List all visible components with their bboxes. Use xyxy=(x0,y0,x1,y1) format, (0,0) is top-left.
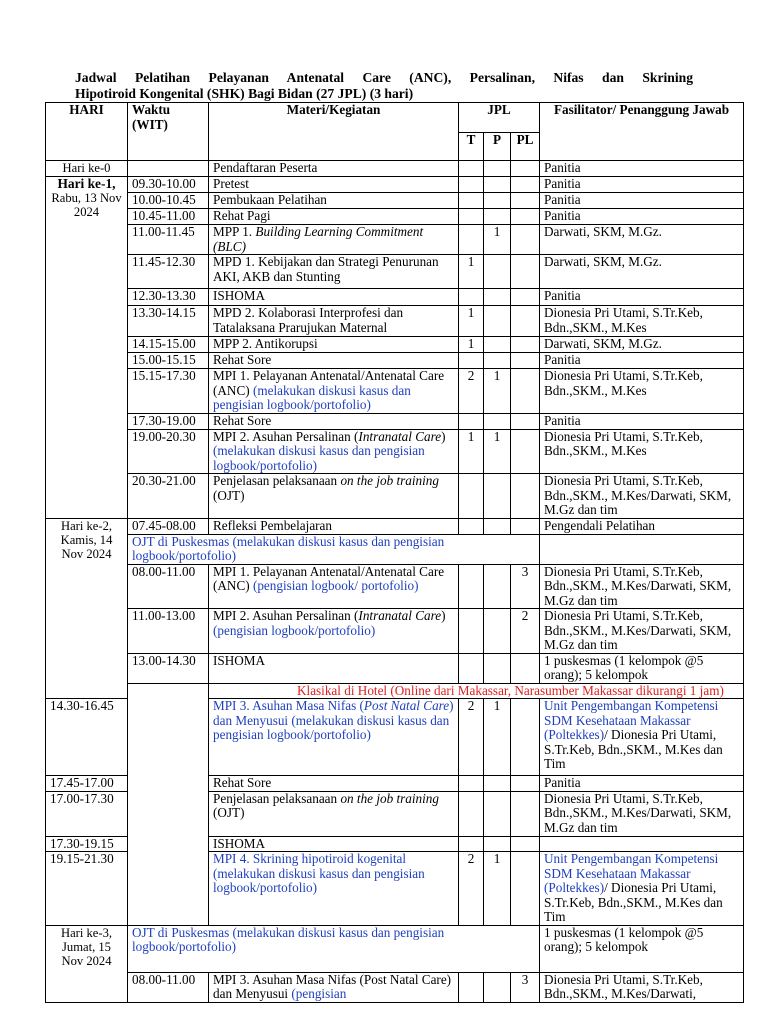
table-row xyxy=(46,429,744,474)
activity-cell: MPI 2. Asuhan Persalinan (Intranatal Care) (pengisian logbook/portofolio) xyxy=(209,609,459,654)
time-cell: 17.30-19.00 xyxy=(128,414,209,430)
table-row xyxy=(46,353,744,369)
jpl-p: 1 xyxy=(484,699,511,776)
header-p: P xyxy=(484,133,511,161)
time-cell: 13.00-14.30 xyxy=(128,653,209,683)
time-cell: 11.00-11.45 xyxy=(128,225,209,255)
jpl-p xyxy=(484,161,511,177)
time-cell: 10.00-10.45 xyxy=(128,193,209,209)
jpl-pl xyxy=(511,518,540,534)
time-cell xyxy=(128,161,209,177)
facilitator-cell xyxy=(540,836,744,852)
jpl-p xyxy=(484,836,511,852)
jpl-p xyxy=(484,177,511,193)
activity-cell: MPP 1. Building Learning Commitment (BLC) xyxy=(209,225,459,255)
session-banner-ojt-2: OJT di Puskesmas (melakukan diskusi kasus dan pengisian logbook/portofolio) xyxy=(128,925,540,972)
jpl-t xyxy=(459,414,484,430)
jpl-pl xyxy=(511,289,540,306)
facilitator-cell: Darwati, SKM, M.Gz. xyxy=(540,225,744,255)
jpl-pl xyxy=(511,653,540,683)
time-cell: 08.00-11.00 xyxy=(128,564,209,609)
table-row xyxy=(46,209,744,225)
jpl-t: 1 xyxy=(459,255,484,289)
jpl-t: 2 xyxy=(459,369,484,414)
jpl-p xyxy=(484,337,511,353)
jpl-pl xyxy=(511,225,540,255)
facilitator-cell: 1 puskesmas (1 kelompok @5 orang); 5 kelompok xyxy=(540,653,744,683)
time-cell: 19.00-20.30 xyxy=(128,429,209,474)
activity-cell: Rehat Pagi xyxy=(209,209,459,225)
facilitator-cell: Darwati, SKM, M.Gz. xyxy=(540,255,744,289)
activity-cell: MPI 2. Asuhan Persalinan (Intranatal Care) (melakukan diskusi kasus dan pengisian logbook/portofolio) xyxy=(209,429,459,474)
facilitator-cell: Panitia xyxy=(540,353,744,369)
jpl-t: 2 xyxy=(459,699,484,776)
page-title xyxy=(75,70,693,102)
facilitator-cell: Dionesia Pri Utami, S.Tr.Keb, Bdn.,SKM., M.Kes/Darwati, SKM, M.Gz dan tim xyxy=(540,564,744,609)
jpl-t xyxy=(459,653,484,683)
table-row xyxy=(46,518,744,534)
jpl-pl xyxy=(511,414,540,430)
activity-cell: MPI 4. Skrining hipotiroid kogenital (melakukan diskusi kasus dan pengisian logbook/portofolio) xyxy=(209,852,459,926)
time-cell: 20.30-21.00 xyxy=(128,474,209,519)
activity-cell: Rehat Sore xyxy=(209,353,459,369)
jpl-t xyxy=(459,972,484,1002)
day-cell-0: Hari ke-0 xyxy=(46,161,128,177)
table-row xyxy=(46,337,744,353)
table-row xyxy=(46,564,744,609)
jpl-t: 2 xyxy=(459,852,484,926)
jpl-p xyxy=(484,972,511,1002)
title-line-1: Jadwal Pelatihan Pelayanan Antenatal Care (ANC), Persalinan, Nifas dan Skrining xyxy=(75,70,693,85)
jpl-pl xyxy=(511,429,540,474)
facilitator-cell: Panitia xyxy=(540,289,744,306)
jpl-t xyxy=(459,609,484,654)
jpl-pl xyxy=(511,177,540,193)
table-row xyxy=(46,369,744,414)
facilitator-cell: Panitia xyxy=(540,414,744,430)
table-row xyxy=(46,177,744,193)
session-banner-klasikal: Klasikal di Hotel (Online dari Makassar, Narasumber Makassar dikurangi 1 jam) xyxy=(209,683,744,699)
jpl-p xyxy=(484,353,511,369)
activity-cell: MPI 3. Asuhan Masa Nifas (Post Natal Care) dan Menyusui (pengisian xyxy=(209,972,459,1002)
activity-cell: Penjelasan pelaksanaan on the job training (OJT) xyxy=(209,791,459,836)
jpl-pl: 2 xyxy=(511,609,540,654)
schedule-table xyxy=(45,102,744,1003)
activity-cell: Penjelasan pelaksanaan on the job training (OJT) xyxy=(209,474,459,519)
day-cell-3: Hari ke-3, Jumat, 15 Nov 2024 xyxy=(46,925,128,1002)
jpl-pl: 3 xyxy=(511,972,540,1002)
activity-cell: MPI 1. Pelayanan Antenatal/Antenatal Care (ANC) (melakukan diskusi kasus dan pengisian logbook/portofolio) xyxy=(209,369,459,414)
activity-cell: MPI 1. Pelayanan Antenatal/Antenatal Care (ANC) (pengisian logbook/ portofolio) xyxy=(209,564,459,609)
time-cell: 15.00-15.15 xyxy=(128,353,209,369)
jpl-p: 1 xyxy=(484,429,511,474)
jpl-t: 1 xyxy=(459,306,484,337)
jpl-t xyxy=(459,836,484,852)
activity-cell: Rehat Sore xyxy=(209,776,459,792)
header-t: T xyxy=(459,133,484,161)
header-materi: Materi/Kegiatan xyxy=(209,103,459,161)
activity-cell: MPD 2. Kolaborasi Interprofesi dan Tatalaksana Prarujukan Maternal xyxy=(209,306,459,337)
jpl-pl xyxy=(511,852,540,926)
jpl-p xyxy=(484,306,511,337)
jpl-p xyxy=(484,209,511,225)
jpl-pl xyxy=(511,474,540,519)
jpl-p: 1 xyxy=(484,225,511,255)
header-fasilitator: Fasilitator/ Penanggung Jawab xyxy=(540,103,744,161)
jpl-t xyxy=(459,177,484,193)
table-row xyxy=(46,609,744,654)
jpl-t xyxy=(459,518,484,534)
activity-cell: ISHOMA xyxy=(209,653,459,683)
jpl-p: 1 xyxy=(484,852,511,926)
facilitator-cell: Panitia xyxy=(540,161,744,177)
table-row xyxy=(46,414,744,430)
table-header-row xyxy=(46,103,744,133)
facilitator-cell: Unit Pengembangan Kompetensi SDM Kesehataan Makassar (Poltekkes)/ Dionesia Pri Utami, S.Tr.Keb, Bdn.,SKM., M.Kes dan Tim xyxy=(540,852,744,926)
table-row xyxy=(46,972,744,1002)
table-row xyxy=(46,193,744,209)
facilitator-cell: 1 puskesmas (1 kelompok @5 orang); 5 kelompok xyxy=(540,925,744,972)
jpl-p xyxy=(484,609,511,654)
jpl-t xyxy=(459,193,484,209)
jpl-p xyxy=(484,653,511,683)
jpl-pl xyxy=(511,161,540,177)
activity-cell: ISHOMA xyxy=(209,289,459,306)
facilitator-cell: Dionesia Pri Utami, S.Tr.Keb, Bdn.,SKM., M.Kes/Darwati, SKM, M.Gz dan tim xyxy=(540,474,744,519)
jpl-pl xyxy=(511,353,540,369)
jpl-p xyxy=(484,255,511,289)
jpl-p xyxy=(484,776,511,792)
activity-cell: Pendaftaran Peserta xyxy=(209,161,459,177)
time-cell: 08.00-11.00 xyxy=(128,972,209,1002)
table-row xyxy=(46,161,744,177)
time-cell: 17.00-17.30 xyxy=(46,791,128,836)
activity-cell: MPI 3. Asuhan Masa Nifas (Post Natal Care) dan Menyusui (melakukan diskusi kasus dan pengisian logbook/portofolio) xyxy=(209,699,459,776)
facilitator-cell: Unit Pengembangan Kompetensi SDM Kesehataan Makassar (Poltekkes)/ Dionesia Pri Utami, S.Tr.Keb, Bdn.,SKM., M.Kes dan Tim xyxy=(540,699,744,776)
facilitator-cell: Dionesia Pri Utami, S.Tr.Keb, Bdn.,SKM., M.Kes/Darwati, SKM, M.Gz dan tim xyxy=(540,609,744,654)
jpl-p xyxy=(484,414,511,430)
activity-cell: Pretest xyxy=(209,177,459,193)
jpl-pl xyxy=(511,193,540,209)
day-cell-1 xyxy=(46,177,128,519)
jpl-p: 1 xyxy=(484,369,511,414)
table-row xyxy=(46,534,744,564)
jpl-pl xyxy=(511,337,540,353)
jpl-p xyxy=(484,564,511,609)
activity-cell: Rehat Sore xyxy=(209,414,459,430)
jpl-p xyxy=(484,193,511,209)
jpl-t xyxy=(459,564,484,609)
jpl-t xyxy=(459,161,484,177)
jpl-pl xyxy=(511,369,540,414)
time-cell: 15.15-17.30 xyxy=(128,369,209,414)
facilitator-cell: Panitia xyxy=(540,177,744,193)
jpl-t xyxy=(459,289,484,306)
facilitator-cell: Dionesia Pri Utami, S.Tr.Keb, Bdn.,SKM., M.Kes/Darwati, SKM, M.Gz dan tim xyxy=(540,791,744,836)
jpl-t: 1 xyxy=(459,337,484,353)
facilitator-cell: Panitia xyxy=(540,193,744,209)
facilitator-cell: Panitia xyxy=(540,776,744,792)
jpl-pl xyxy=(511,836,540,852)
jpl-pl xyxy=(511,791,540,836)
header-pl: PL xyxy=(511,133,540,161)
facilitator-cell: Panitia xyxy=(540,209,744,225)
title-line-2: Hipotiroid Kongenital (SHK) Bagi Bidan (27 JPL) (3 hari) xyxy=(75,86,414,101)
table-row xyxy=(46,925,744,972)
header-waktu: Waktu (WIT) xyxy=(128,103,209,161)
table-row xyxy=(46,683,744,699)
table-row xyxy=(46,255,744,289)
jpl-p xyxy=(484,474,511,519)
jpl-pl xyxy=(511,255,540,289)
day-1-date: Rabu, 13 Nov 2024 xyxy=(51,191,122,219)
jpl-t xyxy=(459,353,484,369)
jpl-t xyxy=(459,474,484,519)
header-hari: HARI xyxy=(46,103,128,161)
activity-cell: MPP 2. Antikorupsi xyxy=(209,337,459,353)
jpl-t xyxy=(459,209,484,225)
facilitator-cell: Dionesia Pri Utami, S.Tr.Keb, Bdn.,SKM., M.Kes/Darwati, xyxy=(540,972,744,1002)
facilitator-cell: Darwati, SKM, M.Gz. xyxy=(540,337,744,353)
activity-cell: Refleksi Pembelajaran xyxy=(209,518,459,534)
session-banner-ojt: OJT di Puskesmas (melakukan diskusi kasus dan pengisian logbook/portofolio) xyxy=(128,534,540,564)
jpl-pl xyxy=(511,306,540,337)
time-cell: 11.00-13.00 xyxy=(128,609,209,654)
time-cell: 13.30-14.15 xyxy=(128,306,209,337)
jpl-p xyxy=(484,518,511,534)
activity-cell: MPD 1. Kebijakan dan Strategi Penurunan AKI, AKB dan Stunting xyxy=(209,255,459,289)
day-cell-2: Hari ke-2, Kamis, 14 Nov 2024 xyxy=(46,518,128,699)
facilitator-cell xyxy=(540,534,744,564)
jpl-t xyxy=(459,225,484,255)
header-jpl: JPL xyxy=(459,103,540,133)
time-cell: 17.30-19.15 xyxy=(46,836,128,852)
activity-cell: ISHOMA xyxy=(209,836,459,852)
time-cell: 09.30-10.00 xyxy=(128,177,209,193)
table-row xyxy=(46,225,744,255)
time-cell: 17.45-17.00 xyxy=(46,776,128,792)
jpl-pl xyxy=(511,776,540,792)
time-cell: 14.30-16.45 xyxy=(46,699,128,776)
facilitator-cell: Dionesia Pri Utami, S.Tr.Keb, Bdn.,SKM., M.Kes xyxy=(540,429,744,474)
facilitator-cell: Dionesia Pri Utami, S.Tr.Keb, Bdn.,SKM., M.Kes xyxy=(540,306,744,337)
jpl-p xyxy=(484,289,511,306)
jpl-pl: 3 xyxy=(511,564,540,609)
facilitator-cell: Pengendali Pelatihan xyxy=(540,518,744,534)
facilitator-cell: Dionesia Pri Utami, S.Tr.Keb, Bdn.,SKM., M.Kes xyxy=(540,369,744,414)
jpl-t xyxy=(459,776,484,792)
time-cell: 12.30-13.30 xyxy=(128,289,209,306)
jpl-p xyxy=(484,791,511,836)
time-cell: 11.45-12.30 xyxy=(128,255,209,289)
activity-cell: Pembukaan Pelatihan xyxy=(209,193,459,209)
jpl-t xyxy=(459,791,484,836)
table-row xyxy=(46,306,744,337)
jpl-t: 1 xyxy=(459,429,484,474)
day-1-label: Hari ke-1, xyxy=(57,176,116,191)
jpl-pl xyxy=(511,699,540,776)
time-cell: 10.45-11.00 xyxy=(128,209,209,225)
time-cell: 07.45-08.00 xyxy=(128,518,209,534)
table-row xyxy=(46,289,744,306)
table-row xyxy=(46,653,744,683)
table-row xyxy=(46,474,744,519)
time-cell: 14.15-15.00 xyxy=(128,337,209,353)
jpl-pl xyxy=(511,209,540,225)
day-cell-blank xyxy=(128,683,209,925)
time-cell: 19.15-21.30 xyxy=(46,852,128,926)
